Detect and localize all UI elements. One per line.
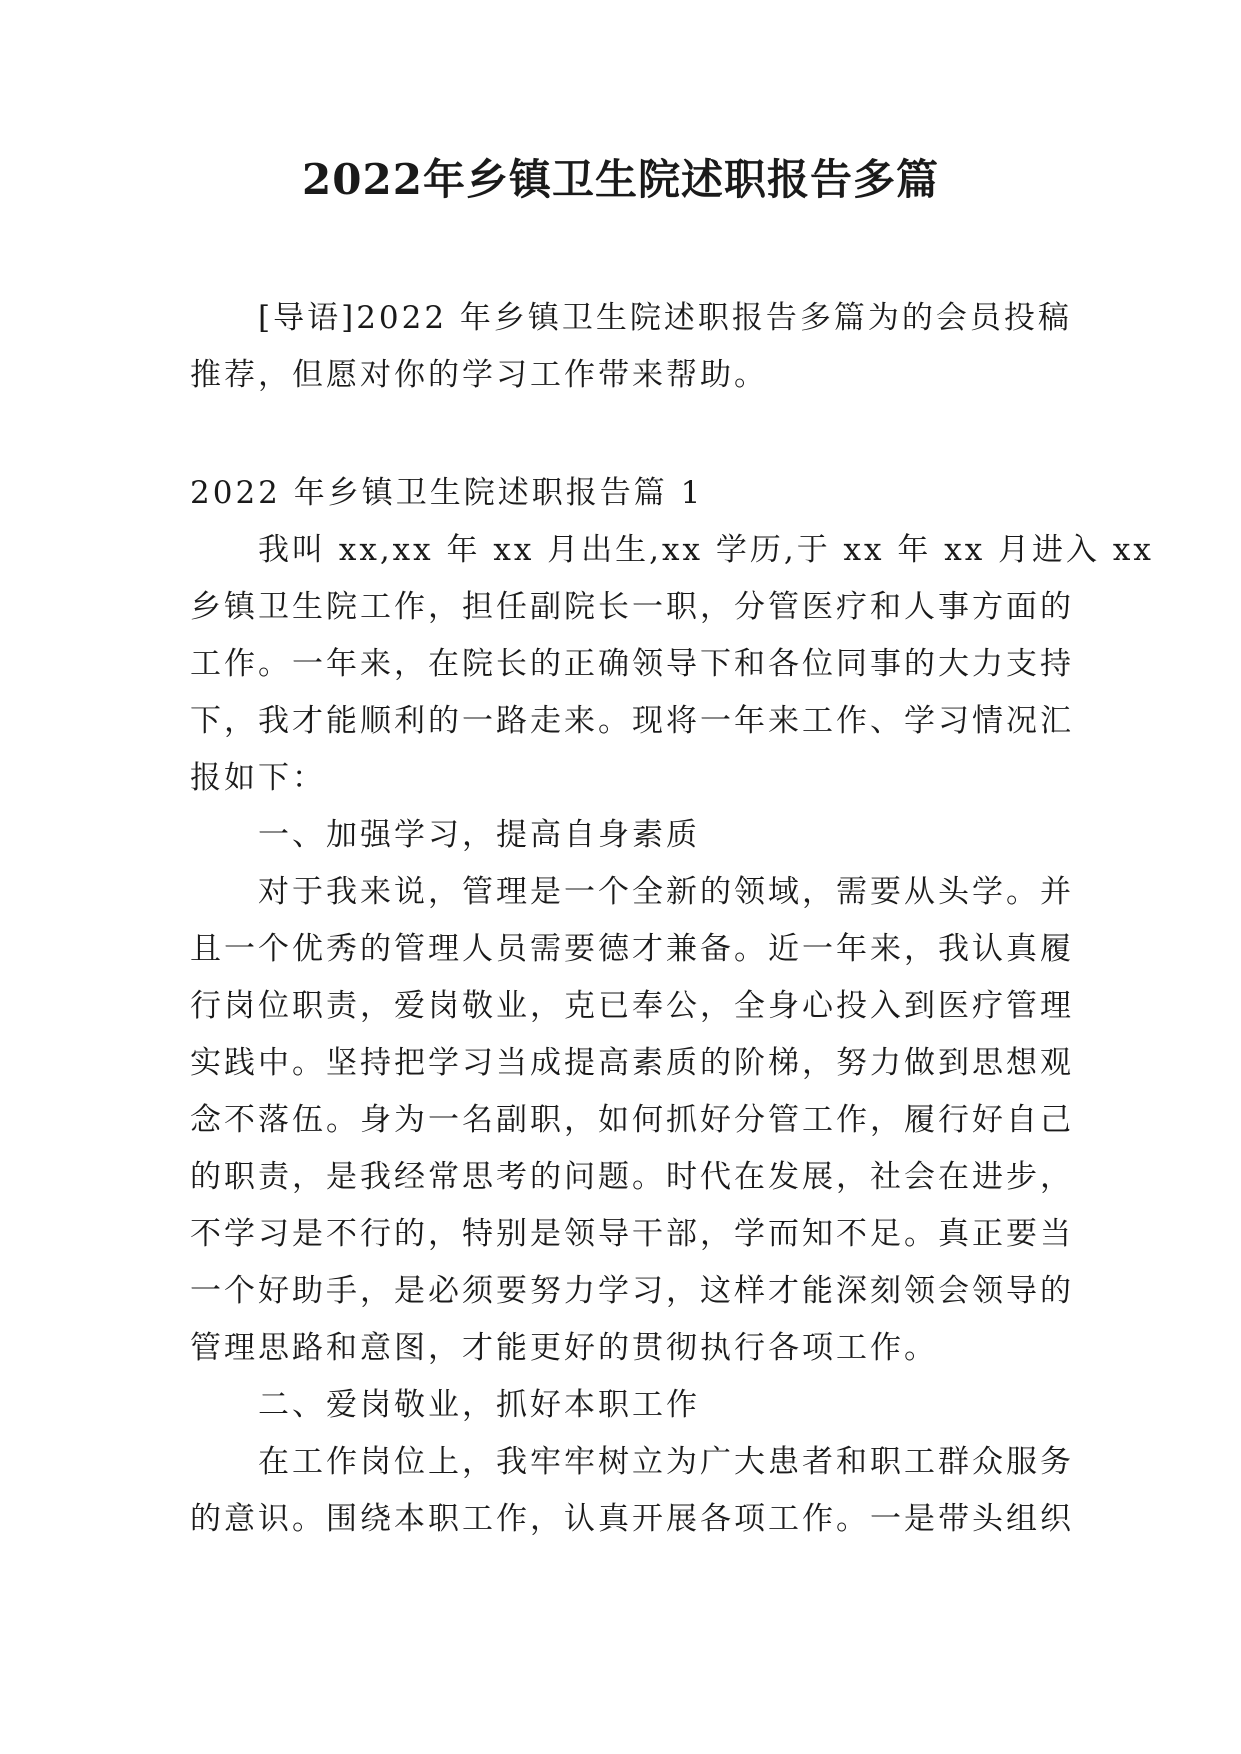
body-line: 念不落伍。身为一名副职，如何抓好分管工作，履行好自己 bbox=[190, 1102, 1074, 1138]
body-line: 工作。一年来，在院长的正确领导下和各位同事的大力支持 bbox=[190, 646, 1074, 682]
intro-line: 推荐，但愿对你的学习工作带来帮助。 bbox=[190, 357, 768, 393]
body-line: 的职责，是我经常思考的问题。时代在发展，社会在进步， bbox=[190, 1159, 1074, 1195]
subsection-heading: 一、加强学习，提高自身素质 bbox=[258, 817, 700, 853]
body-line: 对于我来说，管理是一个全新的领域，需要从头学。并 bbox=[258, 874, 1074, 910]
body-line: 管理思路和意图，才能更好的贯彻执行各项工作。 bbox=[190, 1330, 938, 1366]
body-line: 不学习是不行的，特别是领导干部，学而知不足。真正要当 bbox=[190, 1216, 1074, 1252]
body-line: 一个好助手，是必须要努力学习，这样才能深刻领会领导的 bbox=[190, 1273, 1074, 1309]
body-line: 在工作岗位上，我牢牢树立为广大患者和职工群众服务 bbox=[258, 1444, 1074, 1480]
body-line: 实践中。坚持把学习当成提高素质的阶梯，努力做到思想观 bbox=[190, 1045, 1074, 1081]
body-line: 行岗位职责，爱岗敬业，克已奉公，全身心投入到医疗管理 bbox=[190, 988, 1074, 1024]
subsection-heading: 二、爱岗敬业，抓好本职工作 bbox=[258, 1387, 700, 1423]
body-line: 的意识。围绕本职工作，认真开展各项工作。一是带头组织 bbox=[190, 1501, 1074, 1537]
body-line: 我叫 xx,xx 年 xx 月出生,xx 学历,于 xx 年 xx 月进入 xx bbox=[258, 532, 1154, 568]
intro-line: [导语]2022 年乡镇卫生院述职报告多篇为的会员投稿 bbox=[258, 300, 1072, 336]
intro-paragraph bbox=[190, 290, 1072, 404]
section-heading: 2022 年乡镇卫生院述职报告篇 1 bbox=[190, 475, 704, 511]
body-line: 下，我才能顺利的一路走来。现将一年来工作、学习情况汇 bbox=[190, 703, 1074, 739]
body-line: 且一个优秀的管理人员需要德才兼备。近一年来，我认真履 bbox=[190, 931, 1074, 967]
report-section bbox=[190, 465, 1154, 1548]
body-line: 乡镇卫生院工作，担任副院长一职，分管医疗和人事方面的 bbox=[190, 589, 1074, 625]
body-line: 报如下： bbox=[190, 760, 326, 796]
document-title: 2022年乡镇卫生院述职报告多篇 bbox=[302, 155, 939, 204]
